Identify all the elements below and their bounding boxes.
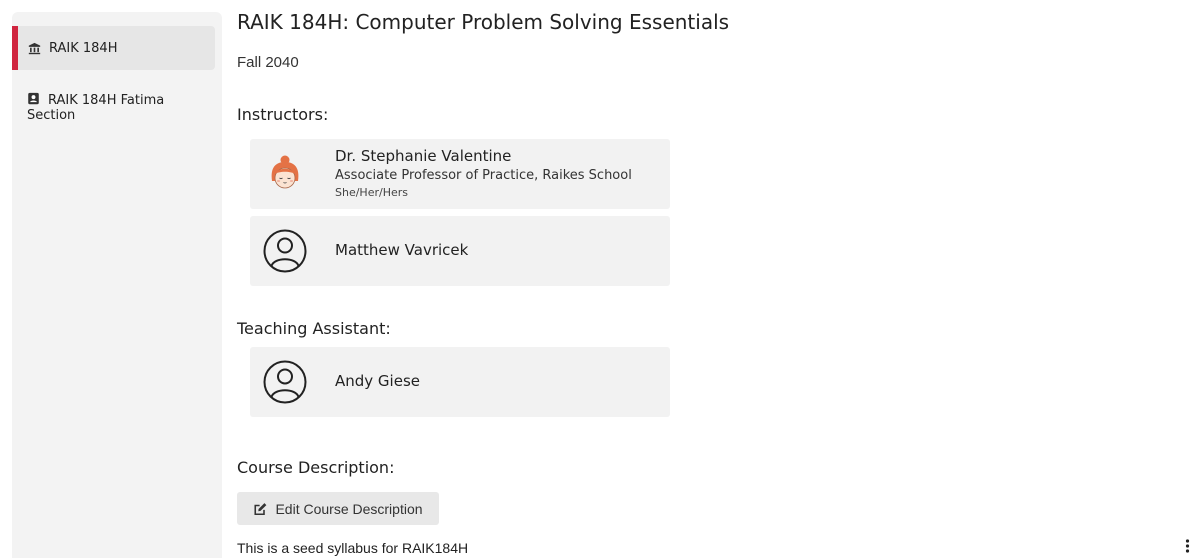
sidebar-item-raik-184h-fatima-section[interactable] — [12, 92, 215, 123]
instructor-name: Dr. Stephanie Valentine — [335, 147, 512, 165]
instructor-name: Matthew Vavricek — [335, 241, 469, 259]
contact-card-icon — [27, 92, 40, 105]
page-title: RAIK 184H: Computer Problem Solving Essentials — [237, 10, 730, 34]
course-term: Fall 2040 — [237, 54, 299, 71]
sidebar-item-label: RAIK 184H — [49, 40, 118, 56]
sidebar-item-raik-184h[interactable] — [12, 26, 215, 70]
course-description-heading: Course Description: — [237, 458, 395, 477]
instructor-pronouns: She/Her/Hers — [335, 186, 408, 199]
teaching-assistant-card — [250, 347, 670, 417]
sidebar-item-label: RAIK 184H Fatima Section — [27, 93, 165, 123]
instructor-role: Associate Professor of Practice, Raikes School — [335, 168, 632, 183]
institution-icon — [28, 42, 41, 55]
person-outline-icon — [262, 228, 308, 274]
edit-course-description-button[interactable] — [237, 492, 439, 525]
instructors-heading: Instructors: — [237, 105, 329, 124]
sidebar — [12, 12, 222, 558]
teaching-assistant-heading: Teaching Assistant: — [237, 319, 391, 338]
course-description-text: This is a seed syllabus for RAIK184H — [237, 540, 469, 556]
edit-icon — [253, 502, 268, 516]
more-options-icon[interactable] — [1185, 538, 1190, 554]
teaching-assistant-name: Andy Giese — [335, 372, 420, 390]
instructor-card — [250, 216, 670, 286]
illustrated-woman-avatar — [262, 151, 308, 197]
person-outline-icon — [262, 359, 308, 405]
instructor-card — [250, 139, 670, 209]
edit-course-description-label: Edit Course Description — [275, 500, 423, 517]
